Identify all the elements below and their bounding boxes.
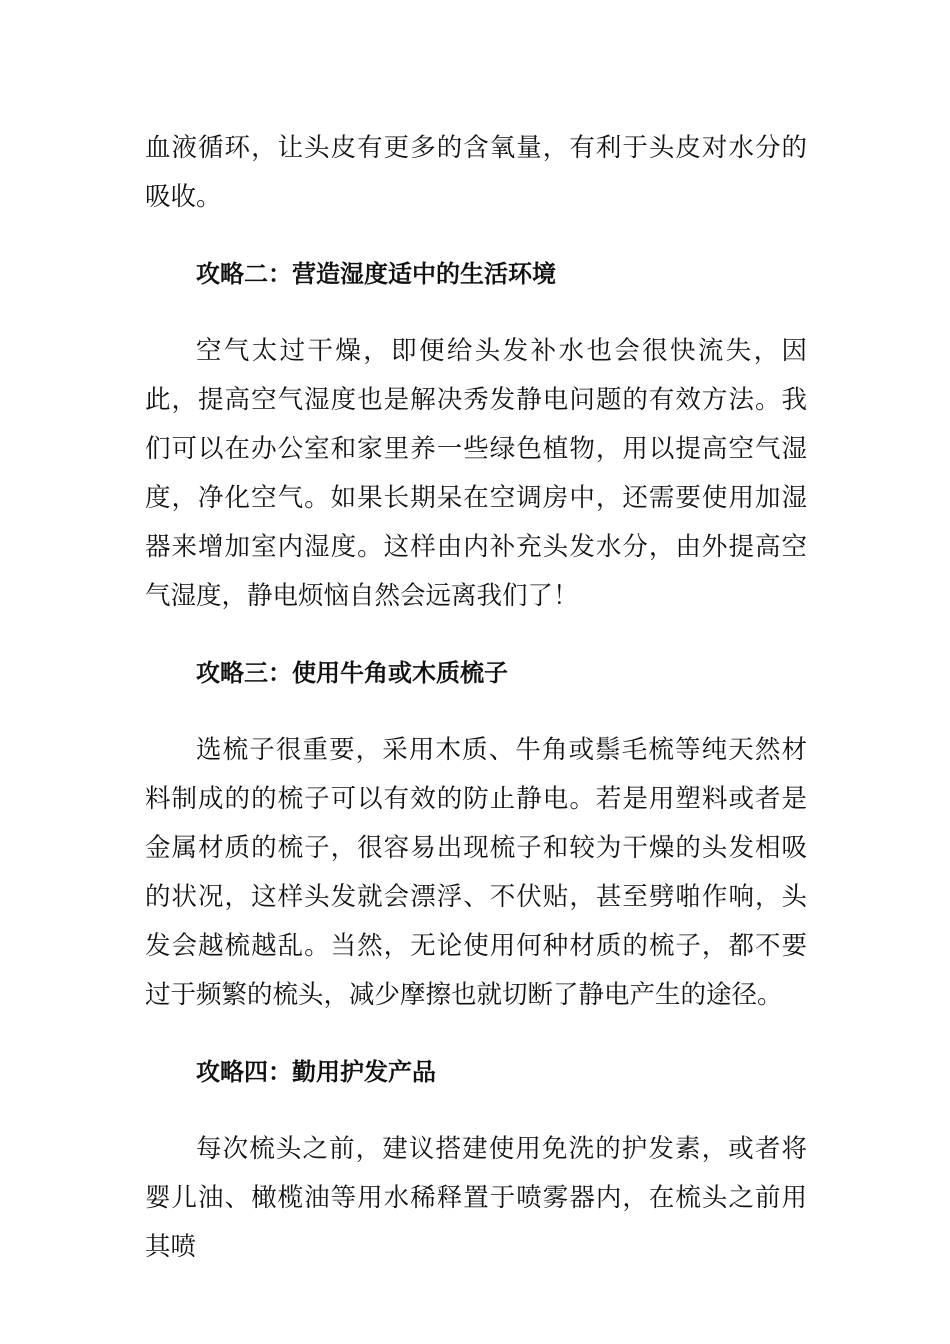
section-heading-3: 攻略三：使用牛角或木质梳子 — [196, 659, 508, 687]
section-heading-2: 攻略二：营造湿度适中的生活环境 — [196, 260, 556, 288]
section-heading-4: 攻略四：勤用护发产品 — [196, 1058, 436, 1086]
paragraph-hair-care: 每次梳头之前，建议搭建使用免洗的护发素，或者将婴儿油、橄榄油等用水稀释置于喷雾器内，在梳头之前用其喷 — [145, 1134, 807, 1262]
paragraph-continued: 血液循环，让头皮有更多的含氧量，有利于头皮对水分的吸收。 — [145, 133, 807, 212]
paragraph-comb: 选梳子很重要，采用木质、牛角或鬃毛梳等纯天然材料制成的的梳子可以有效的防止静电。若是用塑料或者是金属材质的梳子，很容易出现梳子和较为干燥的头发相吸的状况，这样头发就会漂浮、不伏贴，甚至劈啪作响，头发会越梳越乱。当然，无论使用何种材质的梳子，都不要过于频繁的梳头，减少摩擦也就切断了静电产生的途径。 — [145, 735, 807, 1010]
paragraph-humidity: 空气太过干燥，即便给头发补水也会很快流失，因此，提高空气湿度也是解决秀发静电问题的有效方法。我们可以在办公室和家里养一些绿色植物，用以提高空气湿度，净化空气。如果长期呆在空调房中，还需要使用加湿器来增加室内湿度。这样由内补充头发水分，由外提高空气湿度，静电烦恼自然会远离我们了！ — [145, 336, 807, 611]
document-body — [145, 124, 807, 1300]
